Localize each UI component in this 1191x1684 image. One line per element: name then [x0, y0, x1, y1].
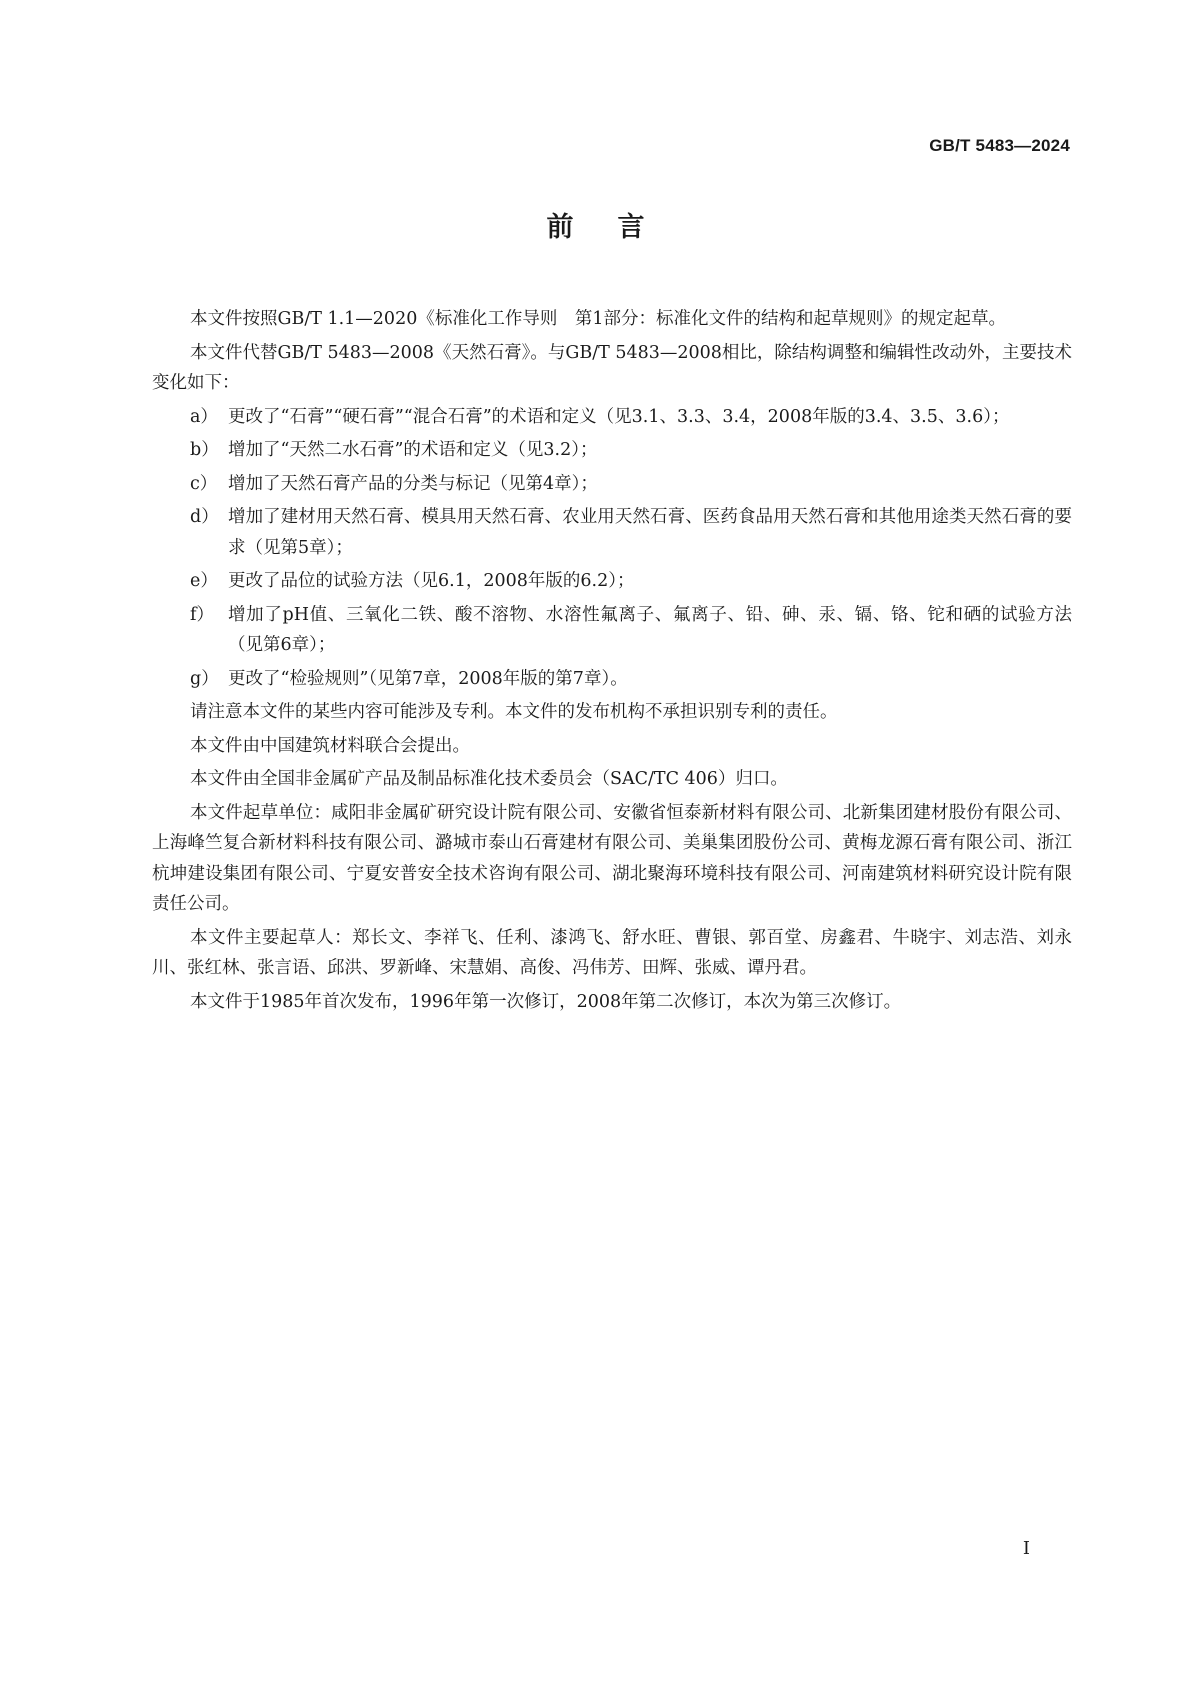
change-item-marker: c）: [190, 473, 218, 494]
page-number: I: [1022, 1538, 1030, 1559]
change-item-text: 增加了建材用天然石膏、模具用天然石膏、农业用天然石膏、医药食品用天然石膏和其他用途类天然石膏的要求（见第5章）；: [228, 507, 1072, 558]
paragraph-replaces: 本文件代替GB/T 5483—2008《天然石膏》。与GB/T 5483—2008相比，除结构调整和编辑性改动外，主要技术变化如下：: [152, 342, 1072, 393]
paragraph-administered-by: 本文件由全国非金属矿产品及制品标准化技术委员会（SAC/TC 406）归口。: [190, 769, 788, 789]
paragraph-main-drafters: 本文件主要起草人：郑长文、李祥飞、任利、漆鸿飞、舒水旺、曹银、郭百堂、房鑫君、牛晓宇、刘志浩、刘永川、张红林、张言语、邱洪、罗新峰、宋慧娟、高俊、冯伟芳、田辉、张威、谭丹君。: [152, 927, 1072, 978]
change-item-d: [152, 502, 1072, 563]
change-item-text: 更改了“石膏”“硬石膏”“混合石膏”的术语和定义（见3.1、3.3、3.4，2008年版的3.4、3.5、3.6）；: [228, 406, 1010, 427]
document-body: [152, 304, 1072, 1020]
change-item-marker: f）: [190, 604, 214, 625]
change-item-c: [152, 469, 1072, 500]
paragraph-drafting-organizations: 本文件起草单位：咸阳非金属矿研究设计院有限公司、安徽省恒泰新材料有限公司、北新集团建材股份有限公司、上海峰竺复合新材料科技有限公司、潞城市泰山石膏建材有限公司、美巢集团股份公司、黄梅龙源石膏有限公司、浙江杭坤建设集团有限公司、宁夏安普安全技术咨询有限公司、湖北聚海环境科技有限公司、河南建筑材料研究设计院有限责任公司。: [152, 802, 1072, 914]
change-item-text: 增加了天然石膏产品的分类与标记（见第4章）；: [228, 473, 598, 494]
change-item-g: [152, 664, 1072, 695]
change-item-marker: d）: [190, 507, 219, 527]
change-item-text: 更改了品位的试验方法（见6.1，2008年版的6.2）；: [228, 571, 635, 591]
page-title: 前言: [546, 212, 689, 243]
paragraph-revision-history: 本文件于1985年首次发布，1996年第一次修订，2008年第二次修订，本次为第三次修订。: [190, 991, 902, 1012]
change-item-a: [152, 402, 1072, 433]
change-item-text: 增加了“天然二水石膏”的术语和定义（见3.2）；: [228, 440, 598, 460]
change-item-marker: b）: [190, 440, 219, 460]
standard-number: GB/T 5483—2024: [929, 136, 1070, 155]
change-item-text: 增加了pH值、三氧化二铁、酸不溶物、水溶性氟离子、氟离子、铅、砷、汞、镉、铬、铊和硒的试验方法（见第6章）；: [228, 604, 1072, 655]
change-item-marker: g）: [190, 668, 219, 689]
paragraph-proposed-by: 本文件由中国建筑材料联合会提出。: [190, 735, 470, 756]
change-item-b: [152, 435, 1072, 466]
change-item-e: [152, 566, 1072, 597]
paragraph-patent-notice: 请注意本文件的某些内容可能涉及专利。本文件的发布机构不承担识别专利的责任。: [190, 702, 838, 722]
paragraph-drafting-rules: 本文件按照GB/T 1.1—2020《标准化工作导则 第1部分：标准化文件的结构和起草规则》的规定起草。: [190, 309, 1006, 329]
change-item-f: [152, 600, 1072, 661]
change-item-text: 更改了“检验规则”（见第7章，2008年版的第7章）。: [228, 668, 628, 689]
change-item-marker: e）: [190, 571, 218, 591]
change-item-marker: a）: [190, 406, 218, 427]
